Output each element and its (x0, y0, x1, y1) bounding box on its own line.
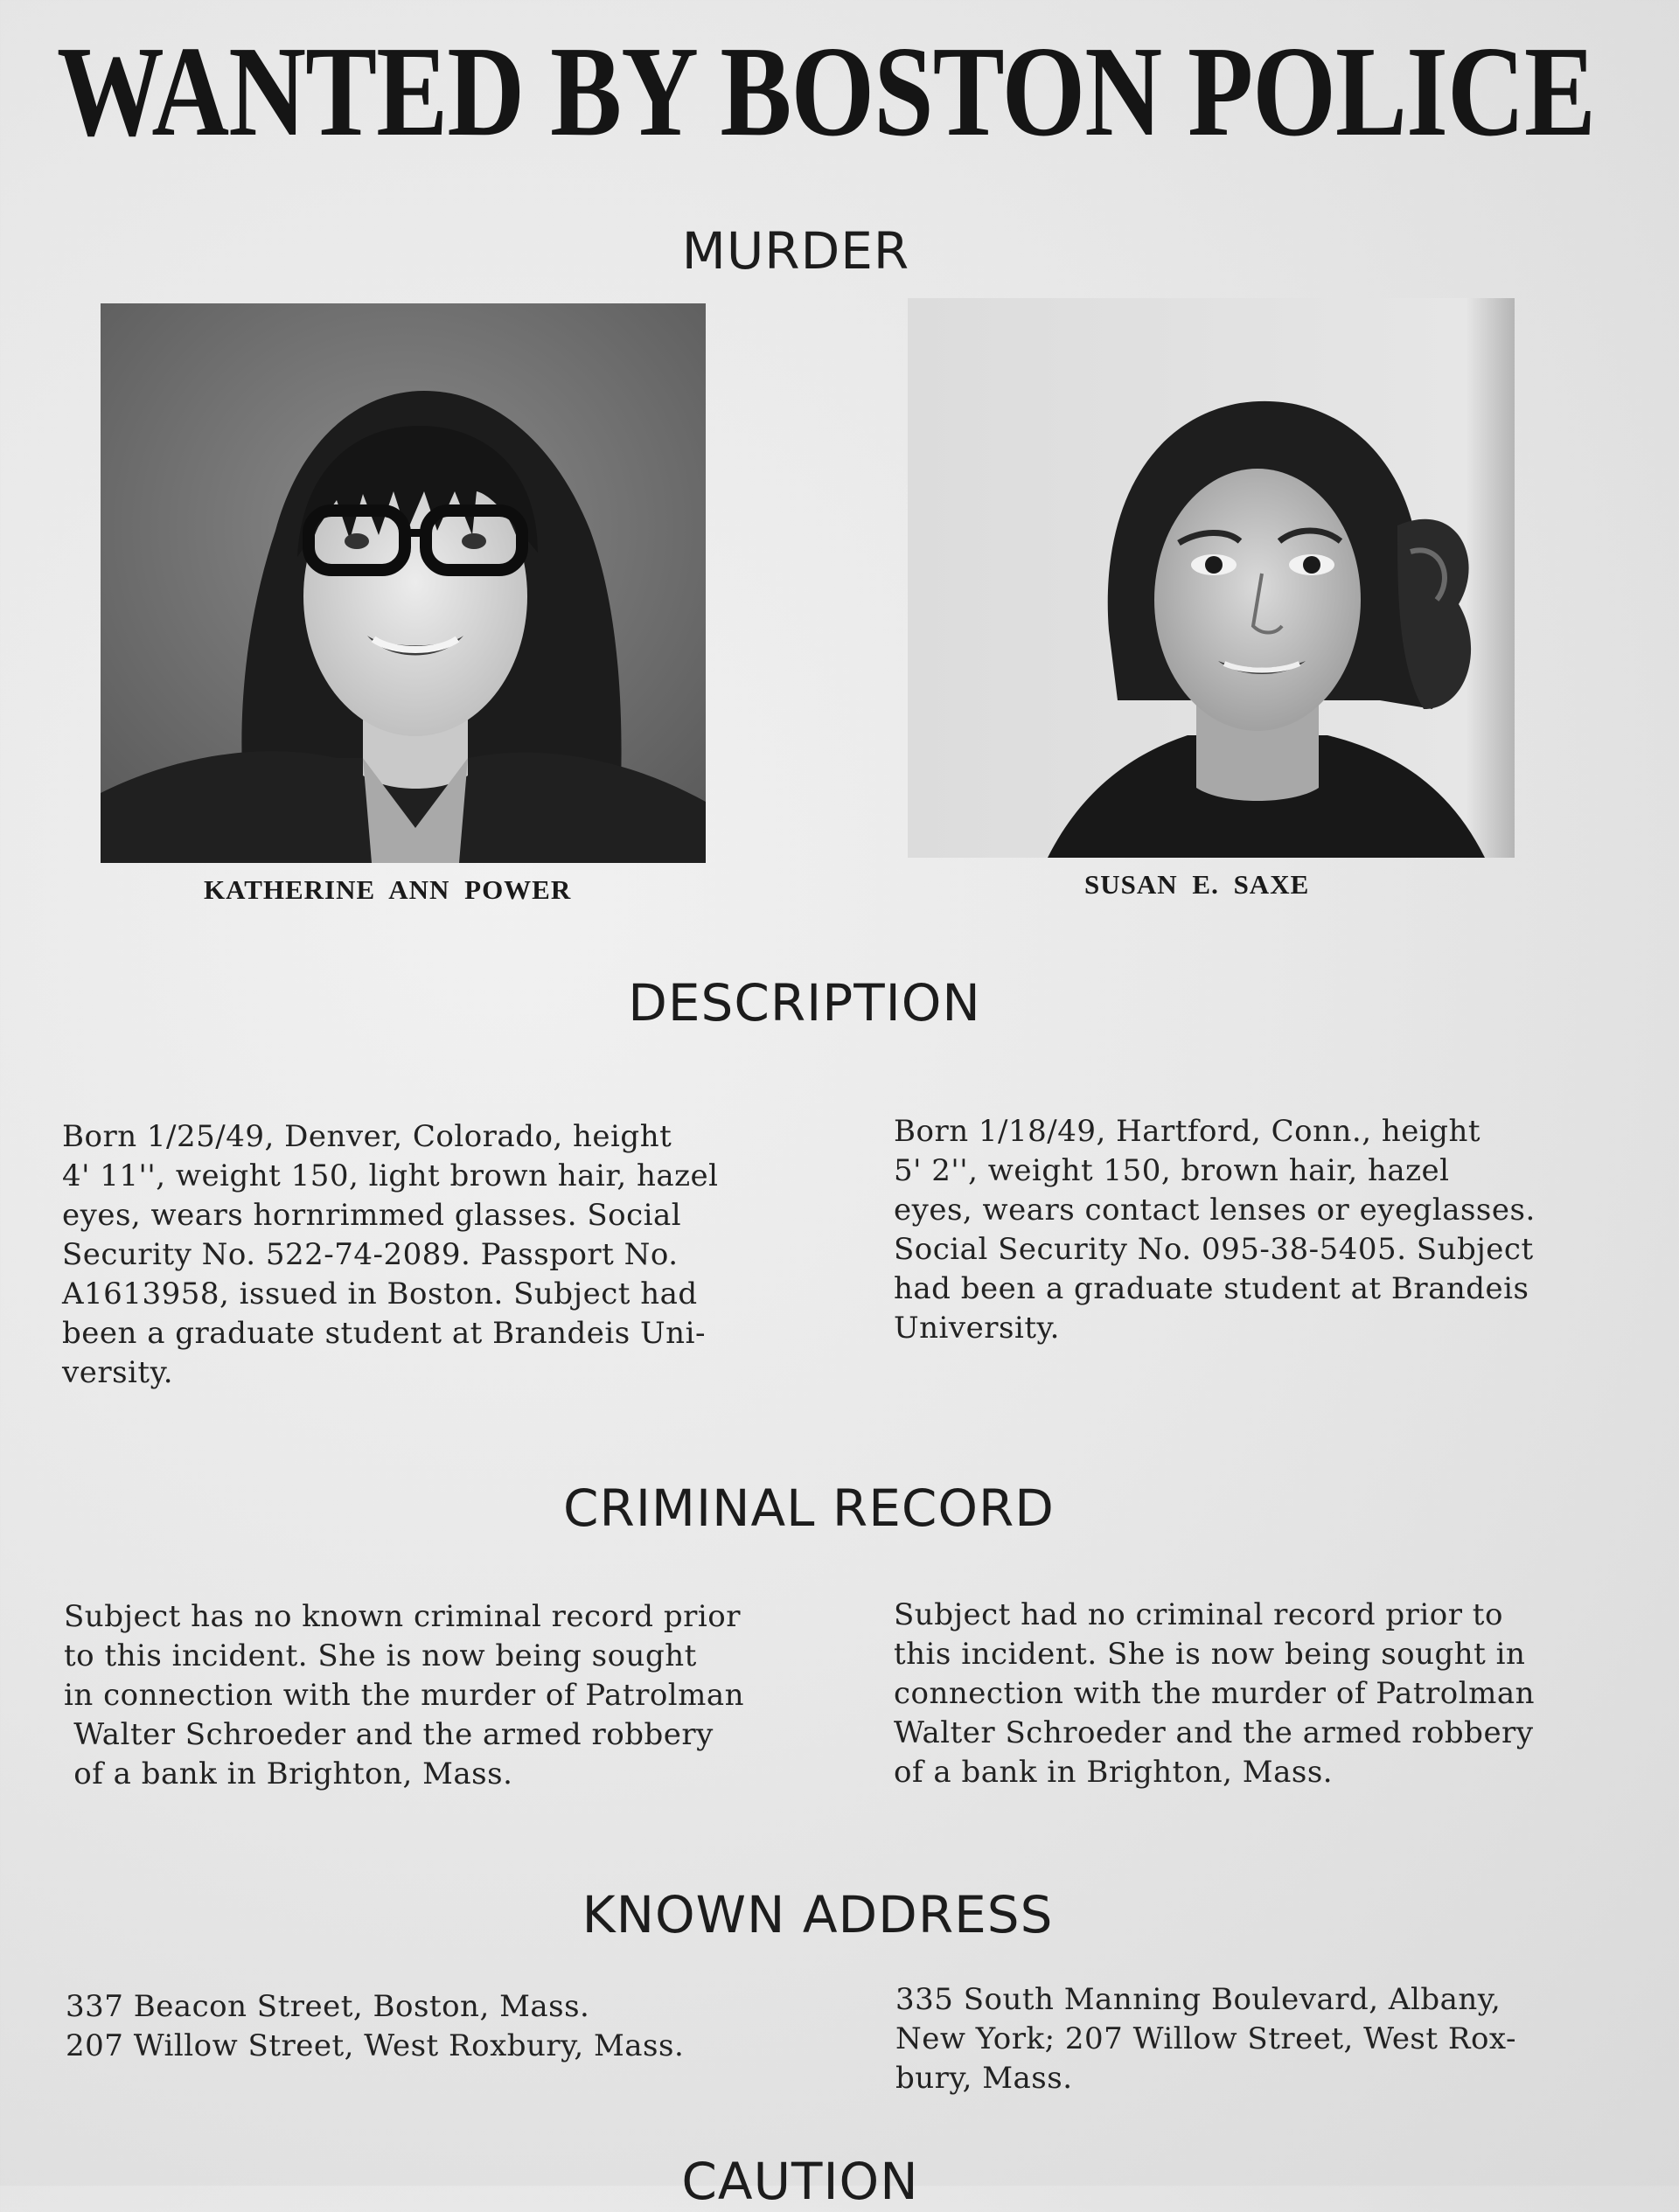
caution-heading: CAUTION (681, 2152, 919, 2211)
subject-1-description: Born 1/25/49, Denver, Colorado, height 4' 11'', weight 150, light brown hair, hazel eyes, wears hornrimmed glasses. Social Security No. 522-74-2089. Passport No. A1613958, issued in Boston. Subject had been a graduate student at Brandeis Uni- versity. (62, 1119, 719, 1390)
subject-2-address: 335 South Manning Boulevard, Albany, New York; 207 Willow Street, West Rox- bury, Mass. (895, 1982, 1516, 2096)
subject-2-name: SUSAN E. SAXE (1084, 869, 1310, 900)
criminal-record-heading: CRIMINAL RECORD (563, 1478, 1055, 1538)
poster-title: WANTED BY BOSTON POLICE (57, 20, 1596, 163)
portrait-photo-1 (101, 303, 706, 863)
subject-1-name: KATHERINE ANN POWER (204, 874, 572, 905)
portrait-photo-2 (908, 298, 1515, 858)
description-heading: DESCRIPTION (628, 973, 981, 1033)
photo-susan-e-saxe (908, 298, 1515, 858)
subject-1-address: 337 Beacon Street, Boston, Mass. 207 Willow Street, West Roxbury, Mass. (66, 1989, 685, 2063)
photo-katherine-ann-power (101, 303, 706, 863)
known-address-heading: KNOWN ADDRESS (582, 1885, 1054, 1944)
subject-2-description: Born 1/18/49, Hartford, Conn., height 5' 2'', weight 150, brown hair, hazel eyes, wears contact lenses or eyeglasses. Social Security No. 095-38-5405. Subject had been a graduate student at Brandeis University. (894, 1114, 1536, 1346)
subject-2-criminal-record: Subject had no criminal record prior to this incident. She is now being sought in connection with the murder of Patrolman Walter Schroeder and the armed robbery of a bank in Brighton, Mass. (894, 1597, 1536, 1790)
subject-1-criminal-record: Subject has no known criminal record prior to this incident. She is now being sought in connection with the murder of Patrolman Walter Schroeder and the armed robbery of a bank in Brighton, Mass. (64, 1599, 745, 1791)
crime-heading: MURDER (681, 221, 910, 281)
